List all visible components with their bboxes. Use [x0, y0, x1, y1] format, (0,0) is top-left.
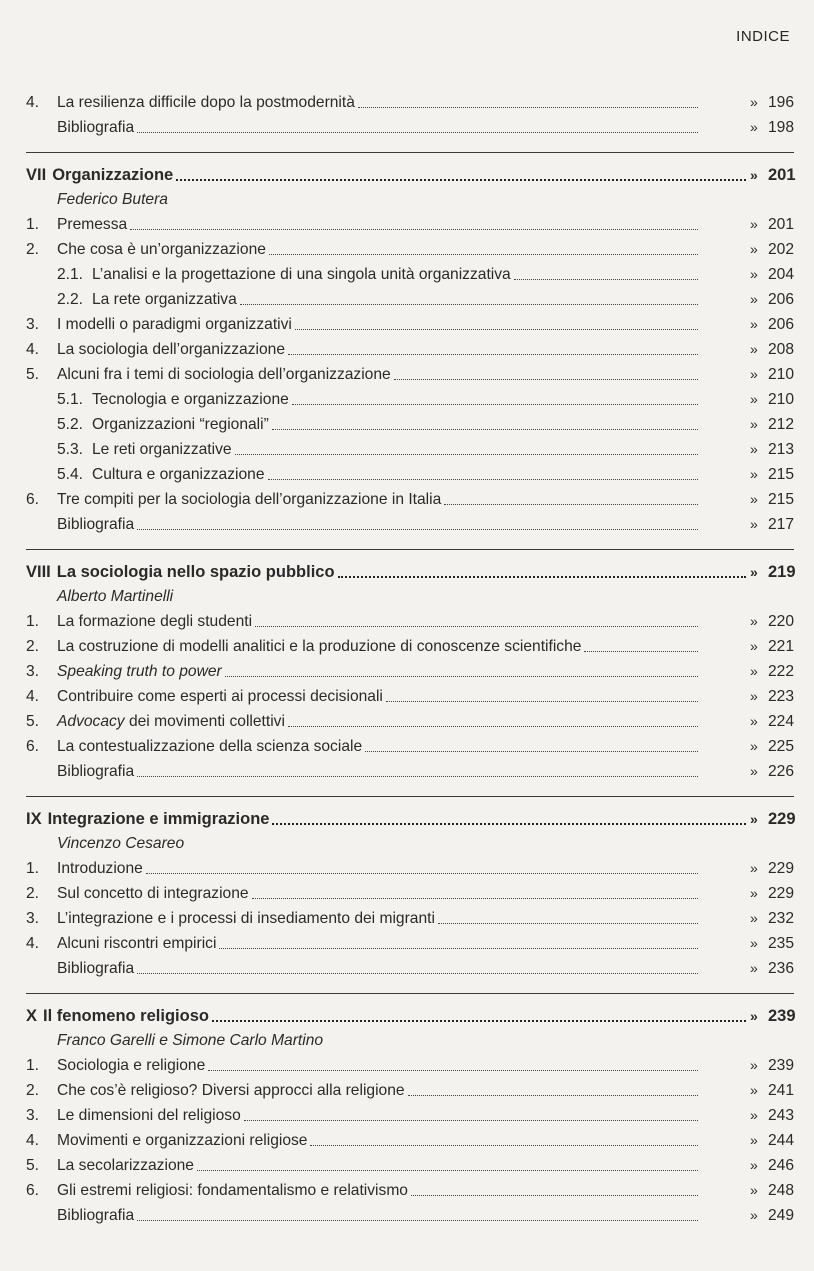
section-divider [26, 796, 794, 797]
entry-title: Gli estremi religiosi: fondamentalismo e relativismo [57, 1182, 408, 1199]
toc-entry[interactable] [26, 659, 794, 684]
dot-leader [386, 700, 698, 702]
entry-number: 4. [26, 341, 40, 358]
entry-number: 1. [26, 216, 40, 233]
chapter-number: IX [26, 810, 42, 828]
entry-page: 201 [768, 216, 795, 233]
entry-title: Alcuni riscontri empirici [57, 935, 217, 952]
entry-title: Tecnologia e organizzazione [92, 391, 289, 408]
entry-number: 2.2. [57, 291, 84, 308]
toc-entry[interactable] [26, 487, 794, 512]
chapter-title-text: La sociologia nello spazio pubblico [56, 563, 335, 581]
toc-entry[interactable] [26, 362, 794, 387]
entry-number: 2. [26, 241, 40, 258]
page-marker: » [750, 241, 758, 257]
dot-leader [438, 922, 698, 924]
page-marker: » [750, 491, 758, 507]
chapter-title-text: Integrazione e immigrazione [47, 810, 270, 828]
entry-page: 220 [768, 613, 795, 630]
entry-title: Organizzazioni “regionali” [92, 416, 269, 433]
entry-page: 229 [768, 860, 795, 877]
entry-number: 2. [26, 638, 40, 655]
entry-page: 235 [768, 935, 795, 952]
dot-leader [295, 328, 698, 330]
chapter-number: VIII [26, 563, 51, 581]
dot-leader [288, 353, 698, 355]
page-marker: » [750, 341, 758, 357]
entry-number: 2.1. [57, 266, 84, 283]
entry-number: 2. [26, 1082, 40, 1099]
page-marker: » [750, 416, 758, 432]
entry-title: L’integrazione e i processi di insediamento dei migranti [57, 910, 435, 927]
toc-entry[interactable] [26, 759, 794, 784]
toc-entry[interactable] [26, 312, 794, 337]
page-marker: » [750, 1057, 758, 1073]
toc-section [26, 152, 794, 537]
dot-leader [272, 822, 746, 825]
dot-leader [137, 131, 698, 133]
page-marker: » [750, 1107, 758, 1123]
page-marker: » [750, 466, 758, 482]
entry-title-italic: Advocacy [57, 713, 125, 730]
entry-page: 223 [768, 688, 795, 705]
toc-entry[interactable] [26, 262, 794, 287]
section-divider [26, 152, 794, 153]
dot-leader [137, 775, 698, 777]
entry-page: 215 [768, 466, 795, 483]
entry-title: Sul concetto di integrazione [57, 885, 249, 902]
page-marker: » [750, 266, 758, 282]
dot-leader [408, 1094, 698, 1096]
dot-leader [584, 650, 698, 652]
entry-title: La costruzione di modelli analitici e la produzione di conoscenze scientifiche [57, 638, 582, 655]
entry-number: 1. [26, 1057, 40, 1074]
page-marker: » [750, 1207, 758, 1223]
entry-number: 5.4. [57, 466, 84, 483]
chapter-number: X [26, 1007, 38, 1025]
entry-number: 4. [26, 94, 40, 111]
chapter-title-text: Organizzazione [52, 166, 174, 184]
chapter-title-text: Il fenomeno religioso [43, 1007, 209, 1025]
chapter-title [26, 559, 335, 585]
page-marker: » [750, 119, 758, 135]
page-marker: » [750, 885, 758, 901]
toc-entry[interactable] [26, 337, 794, 362]
page-marker: » [750, 391, 758, 407]
dot-leader [252, 897, 698, 899]
page-marker: » [750, 613, 758, 629]
dot-leader [310, 1144, 698, 1146]
page-marker: » [750, 763, 758, 779]
entry-title: Bibliografia [57, 516, 135, 533]
chapter-title [26, 162, 173, 188]
page-marker: » [750, 516, 758, 532]
entry-number: 6. [26, 1182, 40, 1199]
dot-leader [137, 972, 698, 974]
dot-leader [255, 625, 698, 627]
entry-page: 246 [768, 1157, 795, 1174]
dot-leader [272, 428, 698, 430]
entry-title: Che cos’è religioso? Diversi approcci alla religione [57, 1082, 405, 1099]
entry-title: Le dimensioni del religioso [57, 1107, 241, 1124]
dot-leader [219, 947, 698, 949]
page-marker: » [750, 638, 758, 654]
toc-entry[interactable] [26, 387, 794, 412]
entry-number: 6. [26, 738, 40, 755]
dot-leader [365, 750, 698, 752]
toc-entry[interactable] [26, 709, 794, 734]
toc-entry[interactable] [26, 956, 794, 981]
toc-entry[interactable] [26, 1128, 794, 1153]
chapter-page: 239 [768, 1007, 796, 1025]
section-divider [26, 993, 794, 994]
entry-page: 202 [768, 241, 795, 258]
entry-title: Che cosa è un’organizzazione [57, 241, 266, 258]
toc-section [26, 796, 794, 981]
entry-number: 3. [26, 910, 40, 927]
entry-title: Movimenti e organizzazioni religiose [57, 1132, 308, 1149]
entry-page: 208 [768, 341, 795, 358]
toc-entry[interactable] [26, 634, 794, 659]
table-of-contents [26, 90, 794, 1228]
page-marker: » [750, 1132, 758, 1148]
toc-entry[interactable] [26, 462, 794, 487]
entry-title: Bibliografia [57, 119, 135, 136]
page-marker: » [750, 910, 758, 926]
entry-title: L’analisi e la progettazione di una singola unità organizzativa [92, 266, 511, 283]
chapter-author: Franco Garelli e Simone Carlo Martino [57, 1032, 324, 1049]
page-marker: » [750, 960, 758, 976]
entry-title [57, 709, 285, 734]
dot-leader [288, 725, 698, 727]
toc-entry[interactable] [26, 512, 794, 537]
toc-entry[interactable] [26, 1078, 794, 1103]
entry-title: Cultura e organizzazione [92, 466, 265, 483]
entry-title: La secolarizzazione [57, 1157, 194, 1174]
entry-page: 248 [768, 1182, 795, 1199]
entry-title: Contribuire come esperti ai processi decisionali [57, 688, 383, 705]
page-marker: » [750, 1182, 758, 1198]
entry-page: 241 [768, 1082, 795, 1099]
entry-page: 224 [768, 713, 795, 730]
entry-title: Bibliografia [57, 763, 135, 780]
dot-leader [411, 1194, 698, 1196]
page-marker: » [750, 1082, 758, 1098]
page-marker: » [750, 688, 758, 704]
entry-number: 5. [26, 1157, 40, 1174]
entry-number: 5.3. [57, 441, 84, 458]
page-marker: » [750, 167, 758, 183]
chapter-title [26, 806, 269, 832]
entry-page: 232 [768, 910, 795, 927]
page-marker: » [750, 1157, 758, 1173]
entry-page: 243 [768, 1107, 795, 1124]
dot-leader [268, 478, 699, 480]
section-divider [26, 549, 794, 550]
dot-leader [244, 1119, 698, 1121]
page-marker: » [750, 713, 758, 729]
entry-number: 3. [26, 1107, 40, 1124]
entry-number: 1. [26, 860, 40, 877]
page-marker: » [750, 663, 758, 679]
entry-title: La rete organizzativa [92, 291, 237, 308]
entry-page: 213 [768, 441, 795, 458]
entry-title: Le reti organizzative [92, 441, 232, 458]
dot-leader [146, 872, 698, 874]
entry-number: 4. [26, 935, 40, 952]
entry-title: Sociologia e religione [57, 1057, 206, 1074]
entry-number: 2. [26, 885, 40, 902]
entry-number: 5. [26, 366, 40, 383]
toc-entry[interactable] [26, 1153, 794, 1178]
entry-page: 225 [768, 738, 795, 755]
entry-title: Introduzione [57, 860, 143, 877]
dot-leader [240, 303, 698, 305]
chapter-number: VII [26, 166, 47, 184]
page-marker: » [750, 738, 758, 754]
entry-page: 222 [768, 663, 795, 680]
toc-entry[interactable] [26, 287, 794, 312]
dot-leader [130, 228, 698, 230]
entry-title: Bibliografia [57, 960, 135, 977]
page-marker: » [750, 860, 758, 876]
chapter-page: 219 [768, 563, 796, 581]
entry-title: Tre compiti per la sociologia dell’organizzazione in Italia [57, 491, 442, 508]
page-marker: » [750, 216, 758, 232]
page-marker: » [750, 441, 758, 457]
entry-page: 249 [768, 1207, 795, 1224]
toc-entry[interactable] [26, 931, 794, 956]
entry-page: 210 [768, 366, 795, 383]
entry-title: La formazione degli studenti [57, 613, 253, 630]
toc-section [26, 90, 794, 140]
chapter-title [26, 1003, 209, 1029]
dot-leader [176, 178, 746, 181]
entry-number: 5.1. [57, 391, 84, 408]
dot-leader [137, 1219, 698, 1221]
dot-leader [197, 1169, 698, 1171]
entry-page: 204 [768, 266, 795, 283]
chapter-author: Vincenzo Cesareo [57, 835, 185, 852]
entry-page: 198 [768, 119, 795, 136]
page-marker: » [750, 316, 758, 332]
toc-section [26, 549, 794, 784]
dot-leader [444, 503, 698, 505]
entry-title: Bibliografia [57, 1207, 135, 1224]
entry-title: La contestualizzazione della scienza sociale [57, 738, 363, 755]
running-head: INDICE [736, 28, 790, 45]
toc-entry[interactable] [26, 609, 794, 634]
dot-leader [235, 453, 698, 455]
toc-entry[interactable] [26, 1053, 794, 1078]
toc-entry[interactable] [26, 237, 794, 262]
entry-page: 212 [768, 416, 795, 433]
entry-page: 236 [768, 960, 795, 977]
dot-leader [269, 253, 698, 255]
toc-entry[interactable] [26, 115, 794, 140]
dot-leader [292, 403, 698, 405]
entry-title [57, 659, 222, 684]
dot-leader [338, 575, 746, 578]
entry-number: 6. [26, 491, 40, 508]
dot-leader [394, 378, 698, 380]
toc-entry[interactable] [26, 90, 794, 115]
entry-number: 4. [26, 1132, 40, 1149]
dot-leader [358, 106, 698, 108]
toc-entry[interactable] [26, 734, 794, 759]
chapter-author: Federico Butera [57, 191, 168, 208]
toc-entry[interactable] [26, 1203, 794, 1228]
entry-page: 239 [768, 1057, 795, 1074]
entry-title: La resilienza difficile dopo la postmodernità [57, 94, 355, 111]
entry-title: Premessa [57, 216, 128, 233]
page-marker: » [750, 94, 758, 110]
toc-entry[interactable] [26, 856, 794, 881]
entry-page: 221 [768, 638, 795, 655]
toc-entry[interactable] [26, 1178, 794, 1203]
entry-page: 226 [768, 763, 795, 780]
entry-title: I modelli o paradigmi organizzativi [57, 316, 292, 333]
page-marker: » [750, 1008, 758, 1024]
chapter-author: Alberto Martinelli [57, 588, 174, 605]
entry-page: 206 [768, 291, 795, 308]
entry-title-rest: dei movimenti collettivi [124, 713, 285, 730]
page-marker: » [750, 291, 758, 307]
page-marker: » [750, 935, 758, 951]
toc-entry[interactable] [26, 906, 794, 931]
toc-entry[interactable] [26, 412, 794, 437]
entry-title: La sociologia dell’organizzazione [57, 341, 285, 358]
toc-section [26, 993, 794, 1228]
entry-number: 3. [26, 316, 40, 333]
page-marker: » [750, 564, 758, 580]
chapter-page: 229 [768, 810, 796, 828]
chapter-heading[interactable] [26, 162, 794, 188]
toc-entry[interactable] [26, 684, 794, 709]
entry-page: 229 [768, 885, 795, 902]
dot-leader [212, 1019, 746, 1022]
entry-title-italic: Speaking truth to power [57, 663, 222, 680]
dot-leader [137, 528, 698, 530]
entry-page: 206 [768, 316, 795, 333]
entry-title: Alcuni fra i temi di sociologia dell’organizzazione [57, 366, 391, 383]
entry-page: 244 [768, 1132, 795, 1149]
dot-leader [225, 675, 698, 677]
entry-number: 1. [26, 613, 40, 630]
dot-leader [514, 278, 698, 280]
chapter-heading[interactable] [26, 559, 794, 585]
chapter-heading[interactable] [26, 1003, 794, 1029]
toc-entry[interactable] [26, 881, 794, 906]
entry-page: 215 [768, 491, 795, 508]
entry-number: 5. [26, 713, 40, 730]
dot-leader [208, 1069, 698, 1071]
chapter-heading[interactable] [26, 806, 794, 832]
entry-number: 3. [26, 663, 40, 680]
entry-page: 210 [768, 391, 795, 408]
page-marker: » [750, 366, 758, 382]
entry-number: 4. [26, 688, 40, 705]
chapter-page: 201 [768, 166, 796, 184]
entry-page: 217 [768, 516, 795, 533]
entry-page: 196 [768, 94, 795, 111]
toc-entry[interactable] [26, 437, 794, 462]
toc-entry[interactable] [26, 212, 794, 237]
entry-number: 5.2. [57, 416, 84, 433]
page-marker: » [750, 811, 758, 827]
toc-entry[interactable] [26, 1103, 794, 1128]
